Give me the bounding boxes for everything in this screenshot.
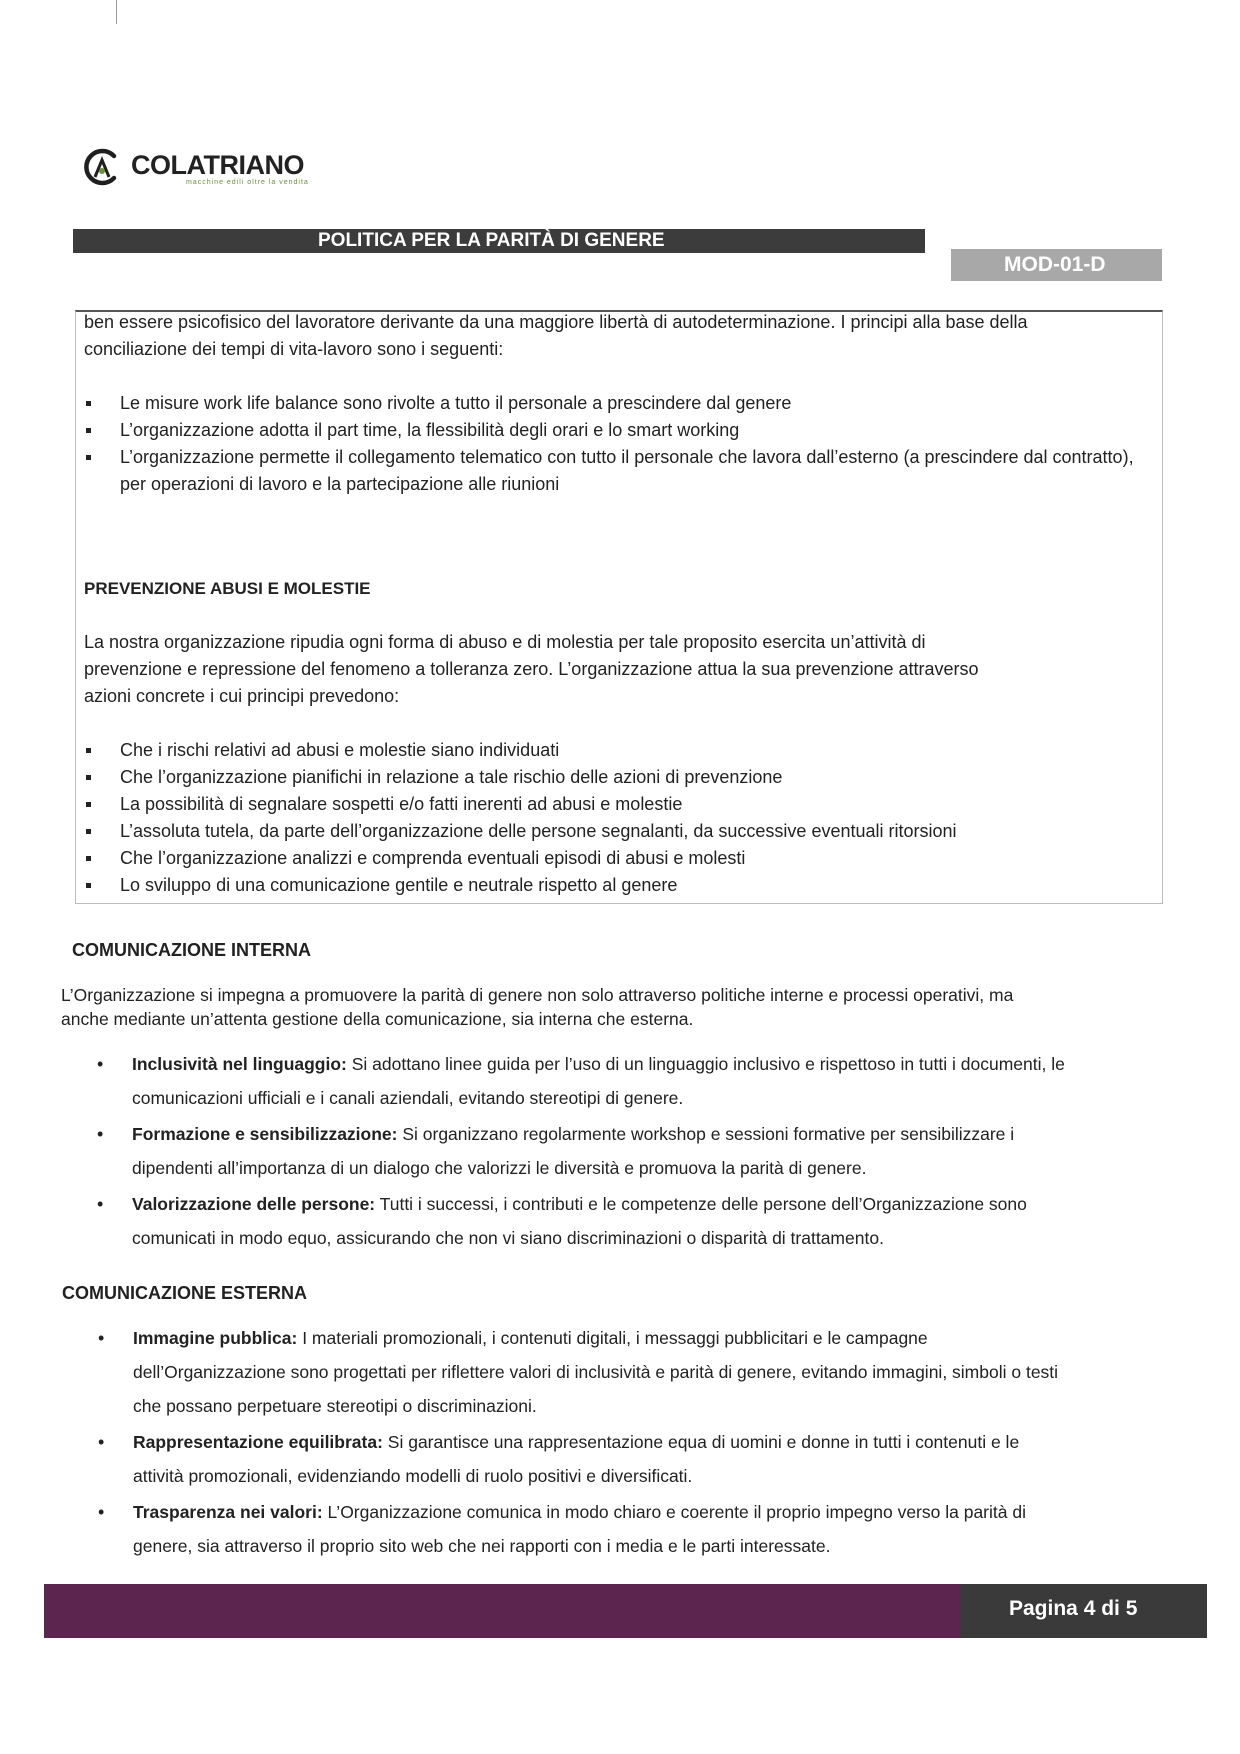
document-code-bar: [951, 249, 1162, 281]
worklife-intro-line2: conciliazione dei tempi di vita-lavoro sono i seguenti:: [84, 339, 504, 359]
worklife-item: L’organizzazione permette il collegamento telematico con tutto il personale che lavora dall’esterno (a prescindere dal contratto), per operazioni di lavoro e la partecipazione alle riunioni: [84, 444, 1144, 498]
external-item: [98, 1495, 1183, 1563]
internal-item: [97, 1117, 1182, 1185]
external-list: [98, 1321, 1183, 1565]
external-item-text: Si garantisce una rappresentazione equa di uomini e donne in tutti i contenuti e le: [382, 1432, 1020, 1452]
bullet-icon: •: [97, 1124, 104, 1144]
worklife-intro-line1: ben essere psicofisico del lavoratore derivante da una maggiore libertà di autodeterminazione. I principi alla base della: [84, 312, 1028, 332]
abuse-para-line: prevenzione e repressione del fenomeno a tolleranza zero. L’organizzazione attua la sua prevenzione attraverso: [84, 659, 979, 679]
internal-item-text: dipendenti all’importanza di un dialogo che valorizzi le diversità e promuova la parità di genere.: [132, 1158, 867, 1178]
abuse-item: Che i rischi relativi ad abusi e molestie siano individuati: [84, 737, 1144, 764]
external-item-title: Trasparenza nei valori:: [133, 1502, 323, 1522]
external-item-text: I materiali promozionali, i contenuti digitali, i messaggi pubblicitari e le campagne: [297, 1328, 928, 1348]
bullet-icon: •: [98, 1328, 105, 1348]
internal-item-title: Valorizzazione delle persone:: [132, 1194, 376, 1214]
external-heading: COMUNICAZIONE ESTERNA: [62, 1283, 308, 1303]
external-item-text: dell’Organizzazione sono progettati per riflettere valori di inclusività e parità di genere, evitando immagini, simboli o testi: [133, 1362, 1059, 1382]
internal-item-title: Formazione e sensibilizzazione:: [132, 1124, 398, 1144]
abuse-item: Lo sviluppo di una comunicazione gentile e neutrale rispetto al genere: [84, 872, 1144, 899]
external-item-text: genere, sia attraverso il proprio sito web che nei rapporti con i media e le parti interessate.: [133, 1536, 831, 1556]
company-logo: [84, 148, 344, 190]
internal-item: [97, 1187, 1182, 1255]
external-item-title: Rappresentazione equilibrata:: [133, 1432, 383, 1452]
internal-item-text: Tutti i successi, i contributi e le competenze delle persone dell’Organizzazione sono: [375, 1194, 1027, 1214]
abuse-item: La possibilità di segnalare sospetti e/o fatti inerenti ad abusi e molestie: [84, 791, 1144, 818]
scan-mark: [116, 0, 117, 24]
document-title-bar: [73, 229, 925, 253]
abuse-item: L’assoluta tutela, da parte dell’organizzazione delle persone segnalanti, da successive eventuali ritorsioni: [84, 818, 1144, 845]
bullet-icon: •: [98, 1432, 105, 1452]
page-indicator: [960, 1584, 1207, 1638]
internal-heading: COMUNICAZIONE INTERNA: [72, 940, 311, 960]
internal-intro-line2: anche mediante un’attenta gestione della comunicazione, sia interna che esterna.: [61, 1009, 694, 1029]
internal-intro-line1: L’Organizzazione si impegna a promuovere la parità di genere non solo attraverso politiche interne e processi operativi, ma: [61, 985, 1014, 1005]
logo-mark-icon: [84, 148, 120, 186]
abuse-para-line: azioni concrete i cui principi prevedono:: [84, 686, 400, 706]
worklife-list: [84, 390, 1144, 498]
bullet-icon: •: [97, 1054, 104, 1074]
abuse-heading: PREVENZIONE ABUSI E MOLESTIE: [84, 579, 371, 598]
external-item-text: L’Organizzazione comunica in modo chiaro e coerente il proprio impegno verso la parità di: [322, 1502, 1026, 1522]
external-item-title: Immagine pubblica:: [133, 1328, 298, 1348]
abuse-item: Che l’organizzazione pianifichi in relazione a tale rischio delle azioni di prevenzione: [84, 764, 1144, 791]
document-title: POLITICA PER LA PARITÀ DI GENERE: [318, 230, 665, 251]
bullet-icon: •: [98, 1502, 105, 1522]
internal-item: [97, 1047, 1182, 1115]
worklife-item: L’organizzazione adotta il part time, la flessibilità degli orari e lo smart working: [84, 417, 1144, 444]
external-item-text: che possano perpetuare stereotipi o discriminazioni.: [133, 1396, 537, 1416]
logo-name: COLATRIANO: [131, 150, 304, 180]
abuse-list: [84, 737, 1144, 899]
bullet-icon: •: [97, 1194, 104, 1214]
external-item: [98, 1425, 1183, 1493]
internal-item-text: comunicazioni ufficiali e i canali aziendali, evitando stereotipi di genere.: [132, 1088, 684, 1108]
page-number-label: Pagina 4 di 5: [1009, 1597, 1138, 1620]
internal-item-text: comunicati in modo equo, assicurando che non vi siano discriminazioni o disparità di trattamento.: [132, 1228, 884, 1248]
internal-item-text: Si adottano linee guida per l’uso di un linguaggio inclusivo e rispettoso in tutti i documenti, le: [346, 1054, 1065, 1074]
internal-item-text: Si organizzano regolarmente workshop e sessioni formative per sensibilizzare i: [397, 1124, 1015, 1144]
abuse-item: Che l’organizzazione analizzi e comprenda eventuali episodi di abusi e molesti: [84, 845, 1144, 872]
worklife-item: Le misure work life balance sono rivolte a tutto il personale a prescindere dal genere: [84, 390, 1144, 417]
internal-list: [97, 1047, 1182, 1257]
document-code: MOD-01-D: [1004, 253, 1106, 276]
external-item-text: attività promozionali, evidenziando modelli di ruolo positivi e diversificati.: [133, 1466, 693, 1486]
footer-band: [44, 1584, 960, 1638]
abuse-para-line: La nostra organizzazione ripudia ogni forma di abuso e di molestia per tale proposito esercita un’attività di: [84, 632, 926, 652]
internal-item-title: Inclusività nel linguaggio:: [132, 1054, 347, 1074]
logo-tagline: macchine edili oltre la vendita: [186, 179, 309, 186]
external-item: [98, 1321, 1183, 1423]
